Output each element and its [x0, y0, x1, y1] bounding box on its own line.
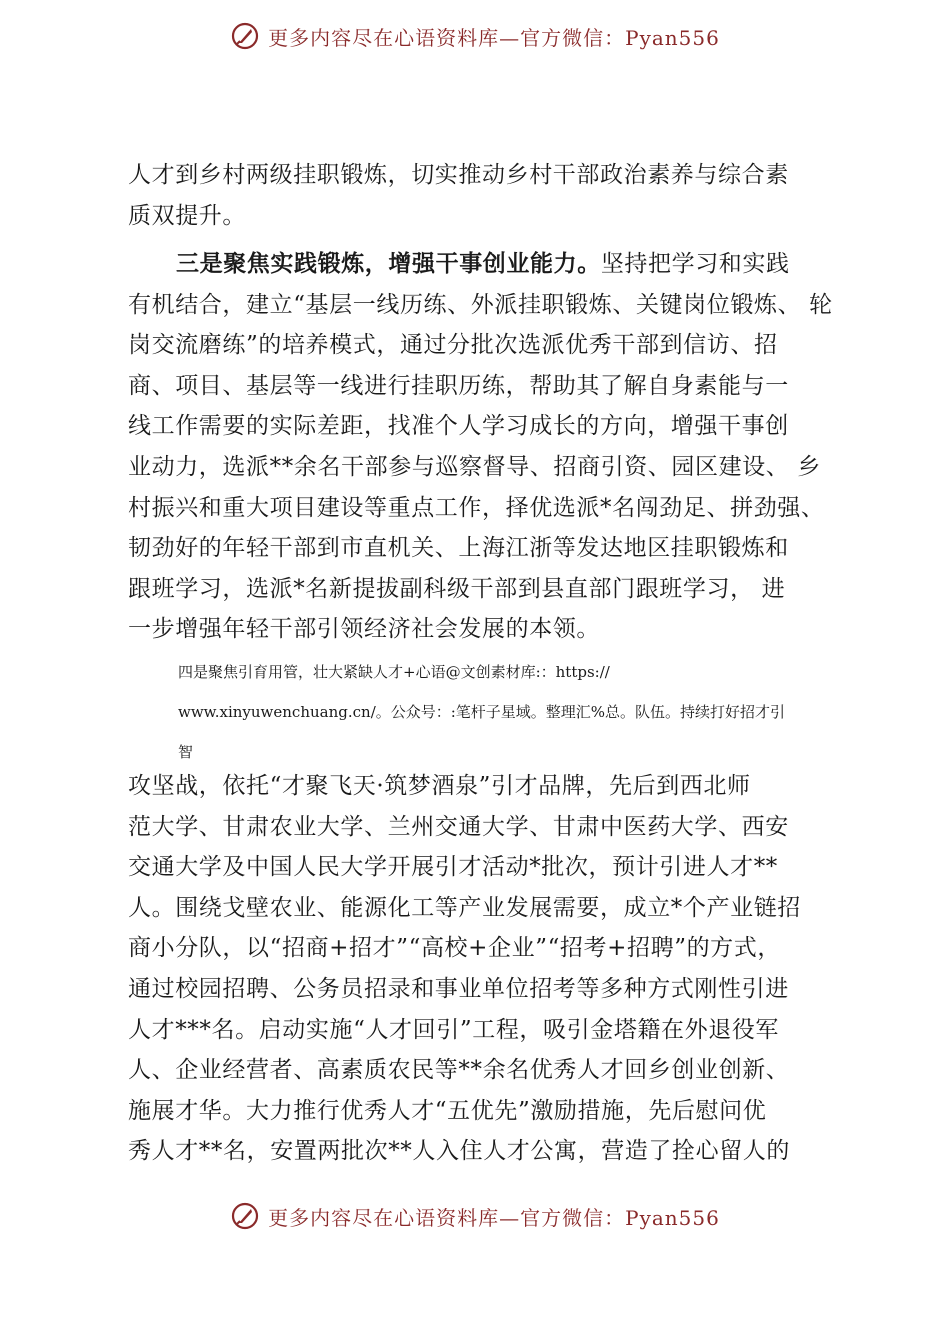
text-line: 攻坚战，依托“才聚飞天·筑梦酒泉”引才品牌，先后到西北师 — [128, 773, 751, 799]
small-text-line: 智 — [178, 743, 194, 761]
footer-banner — [0, 1196, 950, 1236]
banner-inner — [230, 1201, 720, 1231]
text-line: 通过校园招聘、公务员招录和事业单位招考等多种方式刚性引进 — [128, 975, 789, 1002]
paragraph-first-line-rest: 坚持把学习和实践 — [600, 251, 790, 277]
inserted-source-note — [178, 652, 858, 772]
text-line: 质双提升。 — [128, 202, 246, 229]
text-line: 线工作需要的实际差距，找准个人学习成长的方向，增强干事创 — [128, 413, 789, 440]
banner-text: 更多内容尽在心语资料库—官方微信：Pyan556 — [268, 25, 720, 50]
banner-inner — [230, 21, 720, 51]
small-text-line: 四是聚焦引育用管，壮大紧缺人才+心语@文创素材库:：https:// — [178, 663, 610, 681]
text-line: 商小分队，以“招商+招才”“高校+企业”“招考+招聘”的方式， — [128, 935, 781, 962]
text-line: 人才到乡村两级挂职锻炼，切实推动乡村干部政治素养与综合素 — [128, 162, 789, 188]
paragraph-talent-recruitment — [128, 766, 838, 1172]
text-line: 人。围绕戈壁农业、能源化工等产业发展需要，成立*个产业链招 — [128, 894, 801, 921]
text-line: 村振兴和重大项目建设等重点工作，择优选派*名闯劲足、拼劲强、 — [128, 494, 825, 521]
quill-circle-logo-icon — [230, 1201, 260, 1231]
text-line: 人才***名。启动实施“人才回引”工程，吸引金塔籍在外退役军 — [128, 1016, 780, 1043]
text-line: 施展才华。大力推行优秀人才“五优先”激励措施，先后慰问优 — [128, 1097, 767, 1124]
text-line: 业动力，选派**余名干部参与巡察督导、招商引资、园区建设、 乡 — [128, 453, 821, 480]
text-line: 人、企业经营者、高素质农民等**余名优秀人才回乡创业创新、 — [128, 1057, 790, 1084]
paragraph-continuation — [128, 155, 838, 236]
paragraph-first-line — [128, 244, 838, 285]
text-line: 范大学、甘肃农业大学、兰州交通大学、甘肃中医药大学、西安 — [128, 813, 789, 840]
text-line: 跟班学习，选派*名新提拔副科级干部到县直部门跟班学习， 进 — [128, 575, 786, 602]
text-line: 韧劲好的年轻干部到市直机关、上海江浙等发达地区挂职锻炼和 — [128, 535, 789, 562]
banner-text: 更多内容尽在心语资料库—官方微信：Pyan556 — [268, 1205, 720, 1230]
text-line: 岗交流磨练”的培养模式，通过分批次选派优秀干部到信访、招 — [128, 332, 778, 359]
text-line: 交通大学及中国人民大学开展引才活动*批次，预计引进人才** — [128, 854, 778, 881]
text-line: 有机结合，建立“基层一线历练、外派挂职锻炼、关键岗位锻炼、 轮 — [128, 291, 833, 318]
paragraph-practice-training — [128, 244, 838, 650]
quill-circle-logo-icon — [230, 21, 260, 51]
paragraph-heading: 三是聚焦实践锻炼，增强干事创业能力。 — [176, 251, 601, 277]
small-text-line: www.xinyuwenchuang.cn/。公众号：:笔杆子星域。整理汇%总。队伍。持续打好招才引 — [178, 703, 786, 721]
text-line: 秀人才**名，安置两批次**人入住人才公寓，营造了拴心留人的 — [128, 1138, 790, 1165]
header-banner — [0, 16, 950, 56]
text-line: 一步增强年轻干部引领经济社会发展的本领。 — [128, 616, 600, 643]
text-line: 商、项目、基层等一线进行挂职历练，帮助其了解自身素能与一 — [128, 372, 789, 399]
